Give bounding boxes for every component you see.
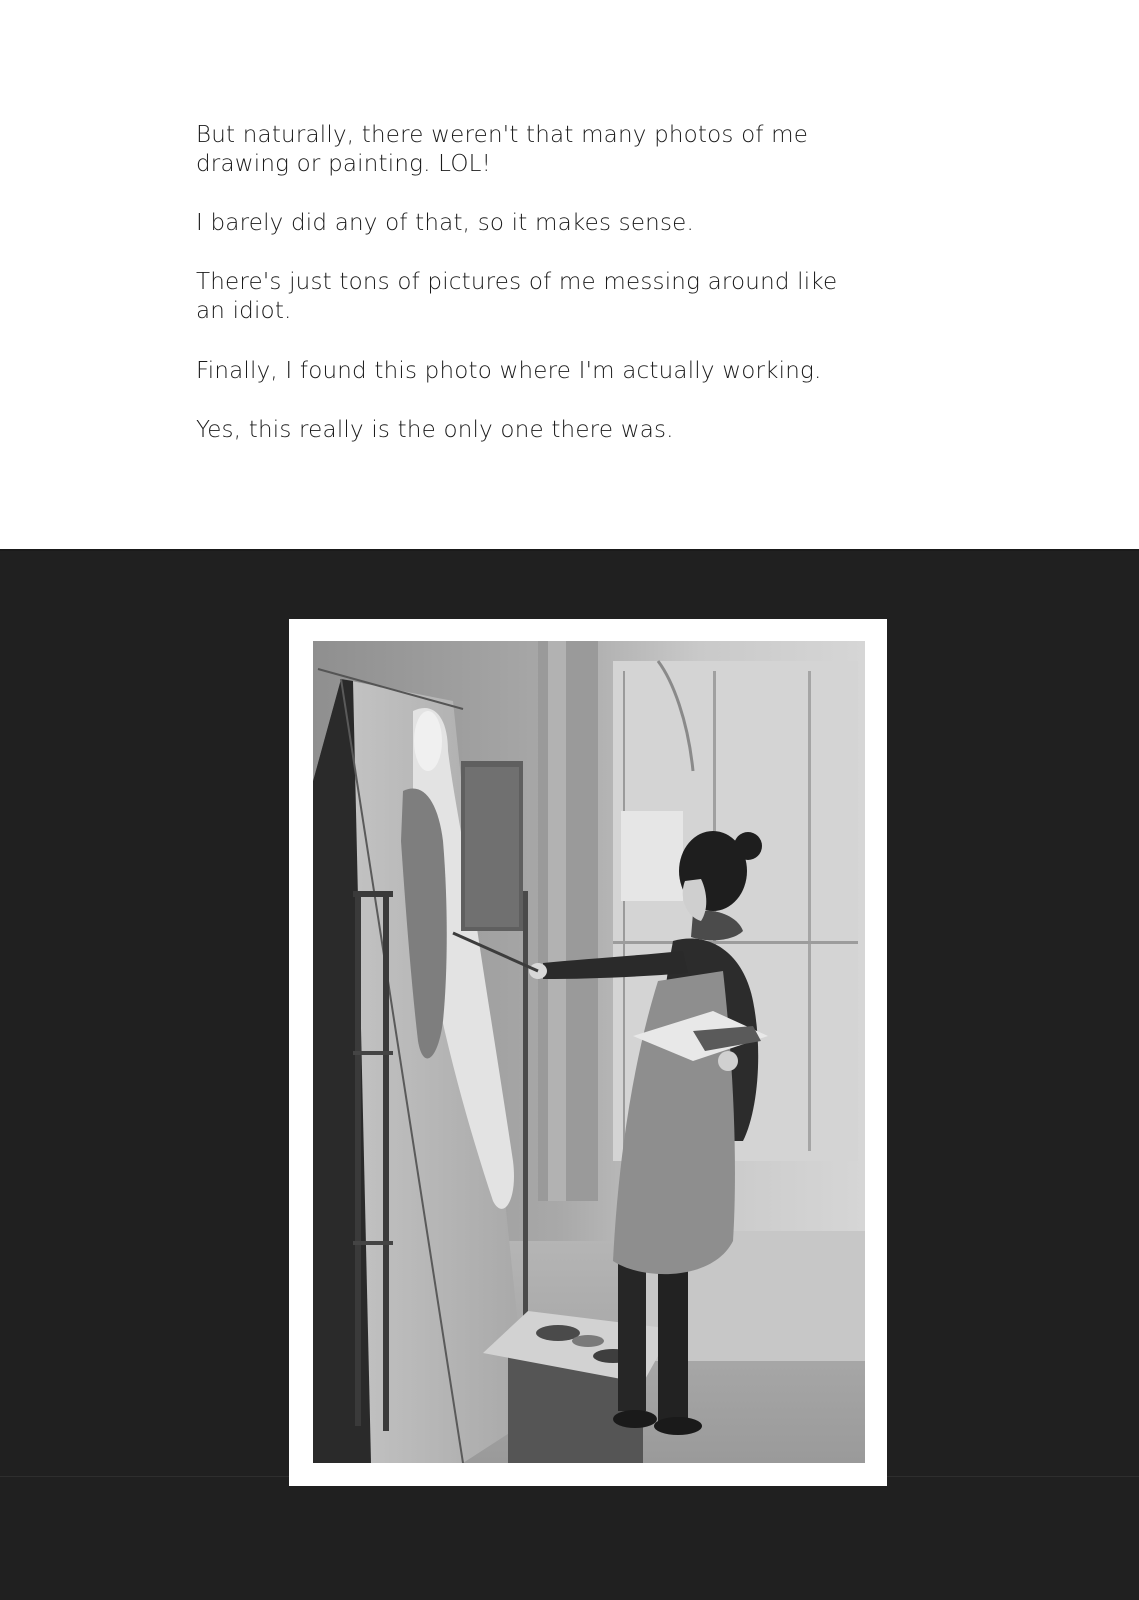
paragraph-3: There's just tons of pictures of me messing around like an idiot. (196, 269, 838, 324)
photo-painter-at-easel (313, 641, 865, 1463)
photo-frame (289, 619, 887, 1486)
paragraph-4: Finally, I found this photo where I'm actually working. (196, 358, 822, 384)
paragraph-1: But naturally, there weren't that many photos of me drawing or painting. LOL! (196, 122, 809, 177)
paragraph-2: I barely did any of that, so it makes sense. (196, 210, 694, 236)
text-section (0, 0, 1139, 551)
paragraph-5: Yes, this really is the only one there was. (196, 417, 674, 443)
photo-illustration (313, 641, 865, 1463)
